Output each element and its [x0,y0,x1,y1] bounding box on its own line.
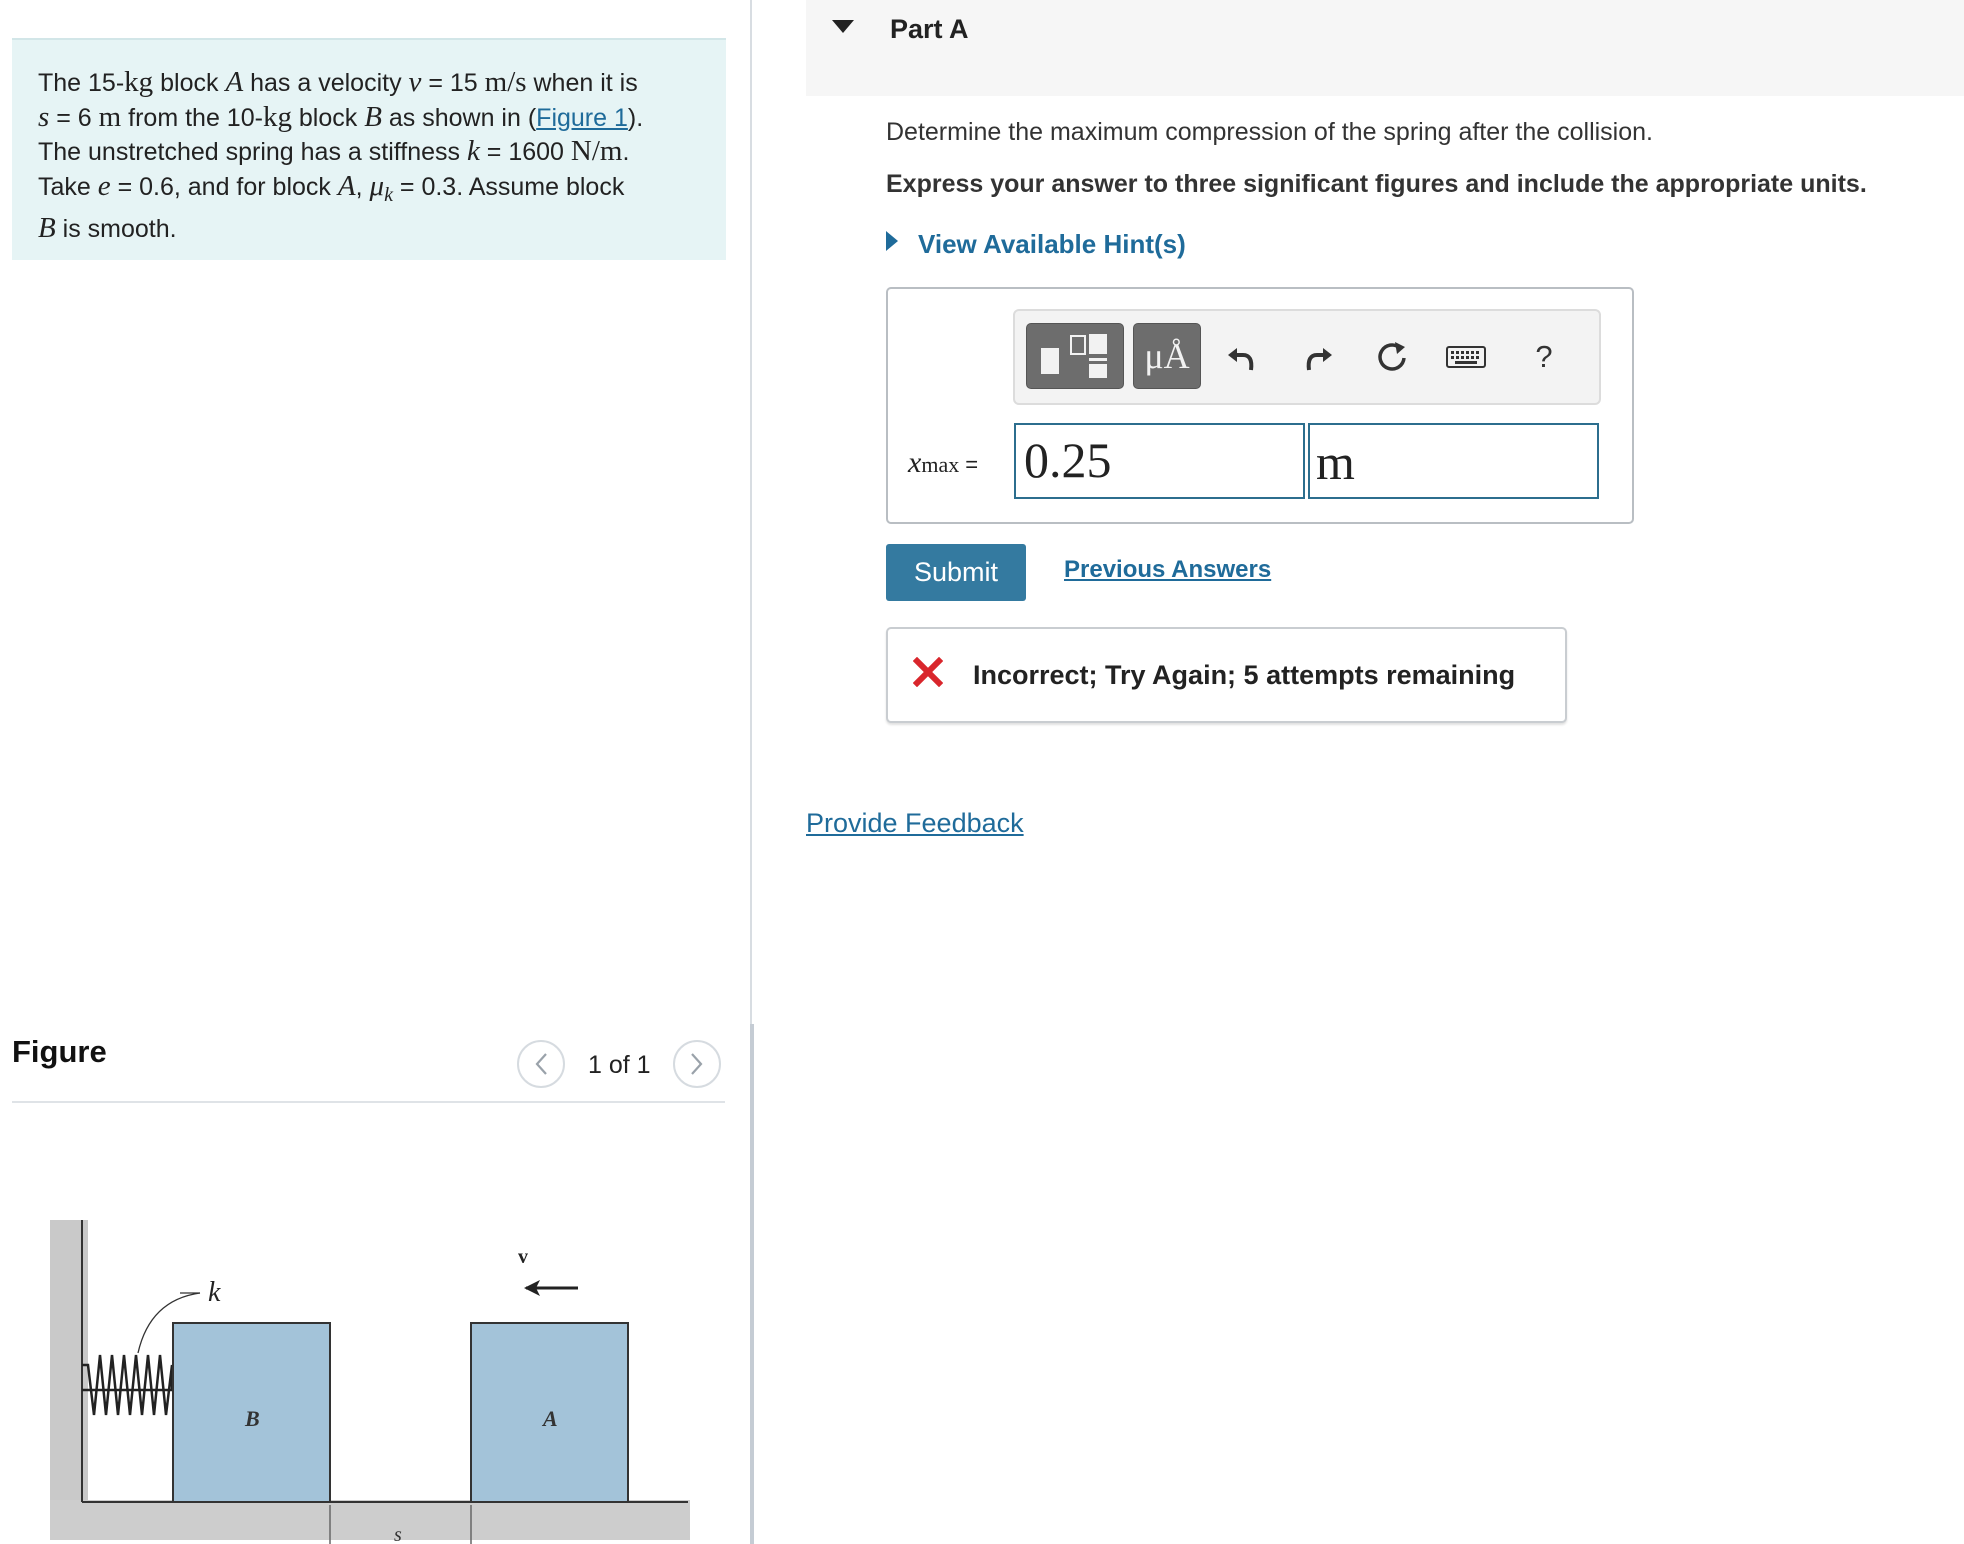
figure-counter: 1 of 1 [588,1051,651,1079]
caret-down-icon[interactable] [832,20,854,33]
figure-title: Figure [12,1034,107,1069]
problem-line-2: s = 6 m from the 10-kg block B as shown in (Figure 1). [38,100,644,133]
submit-button[interactable]: Submit [886,544,1026,601]
problem-line-1: The 15-kg block A has a velocity v = 15 m/s when it is [38,66,638,98]
redo-icon [1301,340,1335,374]
figure-link[interactable]: Figure 1 [536,103,628,132]
chevron-right-icon [690,1052,704,1076]
templates-button[interactable] [1026,323,1124,389]
answer-variable-label: xmax = [908,446,979,479]
floor-shadow [50,1500,690,1540]
problem-statement [12,38,726,260]
view-hints-link[interactable]: View Available Hint(s) [918,229,1186,259]
units-button[interactable]: μÅ [1133,323,1201,389]
k-label: k [208,1277,221,1308]
problem-line-4: Take e = 0.6, and for block A, $\mu_k = 0.3$. Assume block [38,169,625,206]
s-label: s [394,1524,402,1544]
undo-button[interactable] [1216,331,1268,383]
v-label: v [518,1246,528,1268]
next-figure-button[interactable] [673,1040,721,1088]
spring [82,1355,172,1415]
feedback-message: Incorrect; Try Again; 5 attempts remaining [973,660,1516,690]
templates-icon [1027,324,1125,390]
part-header[interactable] [806,0,1964,96]
answer-units-input[interactable]: m [1308,423,1599,499]
chevron-left-icon [534,1052,548,1076]
block-a-label: A [543,1406,558,1431]
provide-feedback-link[interactable]: Provide Feedback [806,808,1024,838]
keyboard-button[interactable] [1440,331,1492,383]
problem-line-3: The unstretched spring has a stiffness k = 1600 N/m. [38,135,630,167]
reset-icon [1374,339,1410,375]
question-text: Determine the maximum compression of the spring after the collision. [886,118,1653,146]
figure-image [40,1205,700,1544]
figure-divider [12,1101,725,1103]
part-title[interactable]: Part A [890,14,969,44]
help-button[interactable]: ? [1535,339,1553,374]
incorrect-x-icon [913,657,943,687]
previous-answers-link[interactable]: Previous Answers [1064,556,1272,583]
problem-line-5: B is smooth. [38,212,177,244]
answer-value-input[interactable]: 0.25 [1014,423,1305,499]
pane-resize-handle[interactable] [750,1024,754,1544]
reset-button[interactable] [1366,331,1418,383]
undo-icon [1225,340,1259,374]
instruction-text: Express your answer to three significant figures and include the appropriate units. [886,170,1867,198]
block-b-label: B [245,1406,260,1431]
keyboard-icon [1446,345,1486,369]
redo-button[interactable] [1292,331,1344,383]
caret-right-icon[interactable] [886,231,898,251]
previous-figure-button[interactable] [517,1040,565,1088]
